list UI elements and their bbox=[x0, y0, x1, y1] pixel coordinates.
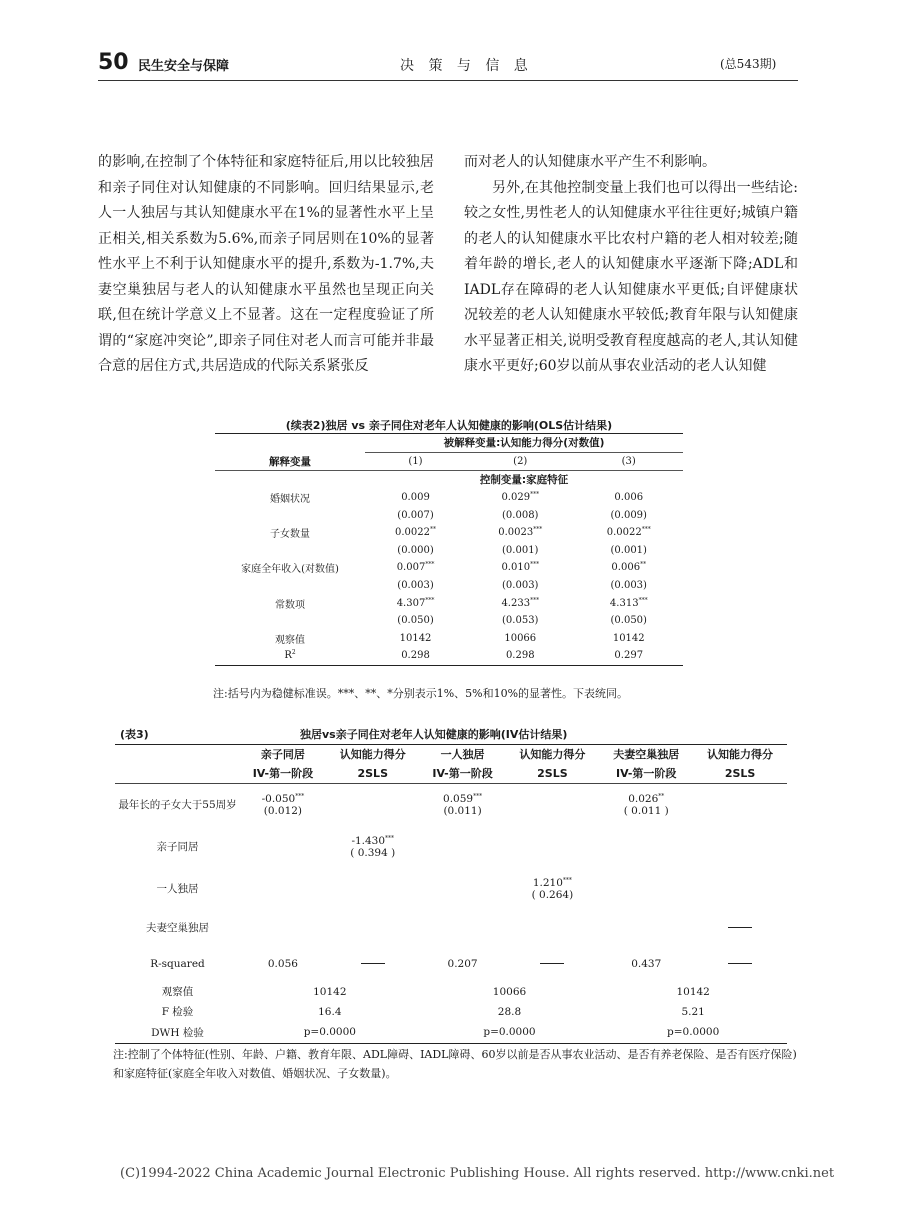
iv-label: 最年长的子女大于55周岁 bbox=[118, 799, 237, 812]
table3-caption: 独居vs亲子同住对老年人认知健康的影响(IV估计结果) bbox=[300, 728, 568, 741]
alone-label: 一人独居 bbox=[156, 883, 199, 895]
se-cell: (0.009) bbox=[610, 509, 647, 521]
f-label: F 检验 bbox=[161, 1006, 194, 1018]
obs-label: 观察值 bbox=[275, 634, 305, 646]
row-label: 常数项 bbox=[275, 599, 305, 611]
row-label: 子女数量 bbox=[270, 529, 310, 541]
cell: 0.010*** bbox=[501, 561, 540, 574]
se-cell: (0.001) bbox=[610, 544, 647, 556]
se-cell: (0.053) bbox=[502, 615, 539, 627]
dash bbox=[540, 963, 564, 964]
table2-section: 控制变量:家庭特征 bbox=[365, 471, 683, 489]
cell: 0.0022*** bbox=[606, 526, 651, 539]
dash bbox=[728, 927, 752, 928]
copyright-footer: (C)1994-2022 China Academic Journal Electronic Publishing House. All rights reserved. http://www.cnki.net bbox=[120, 1166, 835, 1181]
table3-note: 注:控制了个体特征(性别、年龄、户籍、教育年限、ADL障碍、IADL障碍、60岁以前是否从事农业活动、是否有养老保险、是否有医疗保险)和家庭特征(家庭全年收入对数值、婚姻状况、子女数量)。 bbox=[113, 1048, 797, 1080]
cell: 0.006** bbox=[611, 561, 647, 574]
se-cell: (0.001) bbox=[502, 544, 539, 556]
cell: 0.007*** bbox=[396, 561, 435, 574]
page-number: 50 bbox=[98, 50, 129, 75]
table2-var-header: 解释变量 bbox=[269, 455, 311, 468]
cell: 0.0023*** bbox=[498, 526, 543, 539]
se-cell: (0.003) bbox=[397, 580, 434, 592]
cell: 4.313*** bbox=[609, 596, 648, 609]
cell: 4.233*** bbox=[501, 596, 540, 609]
r2-label: $R^2$ bbox=[284, 649, 296, 662]
section-title: 民生安全与保障 bbox=[138, 59, 230, 74]
obs-label: 观察值 bbox=[161, 986, 194, 998]
se-cell: (0.003) bbox=[610, 580, 647, 592]
right-paragraph-2: 另外,在其他控制变量上我们也可以得出一些结论:较之女性,男性老人的认知健康水平往往更好;城镇户籍的老人的认知健康水平比农村户籍的老人相对较差;随着年龄的增长,老人的认知健康水平逐渐下降;ADL和IADL存在障碍的老人认知健康水平更低;自评健康状况较差的老人认知健康水平较低;教育年限与认知健康水平显著正相关,说明受教育程度越高的老人,其认知健康水平更好;60岁以前从事农业活动的老人认知健 bbox=[464, 179, 798, 374]
table2-caption: (续表2)独居 vs 亲子同住对老年人认知健康的影响(OLS估计结果) bbox=[285, 419, 613, 432]
dash bbox=[361, 963, 385, 964]
se-cell: (0.007) bbox=[397, 509, 434, 521]
table2-col-2: (2) bbox=[513, 455, 528, 467]
left-column bbox=[98, 150, 434, 380]
se-cell: (0.008) bbox=[502, 509, 539, 521]
cell: 0.009 bbox=[401, 492, 430, 504]
dwh-label: DWH 检验 bbox=[151, 1026, 204, 1039]
journal-title: 决 策 与 信 息 bbox=[400, 58, 533, 74]
row-label: 婚姻状况 bbox=[270, 494, 310, 506]
se-cell: (0.050) bbox=[397, 615, 434, 627]
dash bbox=[728, 963, 752, 964]
table2-note: 注:括号内为稳健标准误。***、**、*分别表示1%、5%和10%的显著性。下表统同。 bbox=[213, 687, 629, 700]
header-rule bbox=[98, 80, 798, 81]
right-paragraph-1: 而对老人的认知健康水平产生不利影响。 bbox=[464, 154, 716, 170]
table3: 亲子同居 认知能力得分 一人独居 认知能力得分 夫妻空巢独居 认知能力得分 IV-第一阶段 2SLS IV-第一阶段 2SLS IV-第一阶段 2SLS 最年长的子女大于55周岁 -0.050*** (0.012) 0.059*** (0.011) 0.026** ( 0.011 ) 亲子同居 -1.430*** ( 0.394 ) 一人独居 1.210*** ( 0.264) 夫妻空巢独居 R-squared 0.056 0.207 0.437 观察值 10142 10066 10142 F 检验 16.4 28.8 5.21 DWH 检验 p=0.0000 p=0.0000 p=0.0000 bbox=[115, 744, 787, 1044]
table2-dep-header: 被解释变量:认知能力得分(对数值) bbox=[365, 434, 683, 453]
se-cell: (0.003) bbox=[502, 580, 539, 592]
table2: 被解释变量:认知能力得分(对数值) 解释变量 (1) (2) (3) 控制变量:家庭特征 婚姻状况 0.009 0.029*** 0.006 (0.007) (0.008) (0.009) 子女数量 0.0022** 0.0023*** 0.0022*** (0.000) (0.001) (0.001) 家庭全年收入(对数值) 0.007*** 0.010*** 0.006** (0.003) (0.003) (0.003) 常数项 4.307*** 4.233*** 4.313*** (0.050) (0.053) (0.050) 观察值 10142 10066 10142 $R^2$ 0.298 0.298 0.297 bbox=[215, 433, 683, 666]
table2-col-3: (3) bbox=[621, 455, 636, 467]
cell: 4.307*** bbox=[396, 596, 435, 609]
cell: 0.029*** bbox=[501, 491, 540, 504]
cell: 0.0022** bbox=[395, 526, 437, 539]
row-label: 家庭全年收入(对数值) bbox=[241, 564, 339, 576]
issue-number: (总543期) bbox=[720, 57, 777, 71]
se-cell: (0.000) bbox=[397, 544, 434, 556]
table3-label: (表3) bbox=[120, 728, 149, 741]
se-cell: (0.050) bbox=[610, 615, 647, 627]
cohab-label: 亲子同居 bbox=[156, 841, 199, 853]
left-paragraph: 的影响,在控制了个体特征和家庭特征后,用以比较独居和亲子同住对认知健康的不同影响。回归结果显示,老人一人独居与其认知健康水平在1%的显著性水平上呈正相关,相关系数为5.6%,而亲子同居则在10%的显著性水平上不利于认知健康水平的提升,系数为-1.7%,夫妻空巢独居与老人的认知健康水平虽然也呈现正向关联,但在统计学意义上不显著。这在一定程度验证了所谓的“家庭冲突论”,即亲子同住对老人而言可能并非最合意的居住方式,共居造成的代际关系紧张反 bbox=[98, 154, 434, 374]
rsq-label: R-squared bbox=[150, 957, 205, 970]
right-column bbox=[464, 150, 798, 380]
couple-label: 夫妻空巢独居 bbox=[146, 922, 209, 934]
table2-col-1: (1) bbox=[408, 455, 423, 467]
cell: 0.006 bbox=[614, 492, 644, 504]
